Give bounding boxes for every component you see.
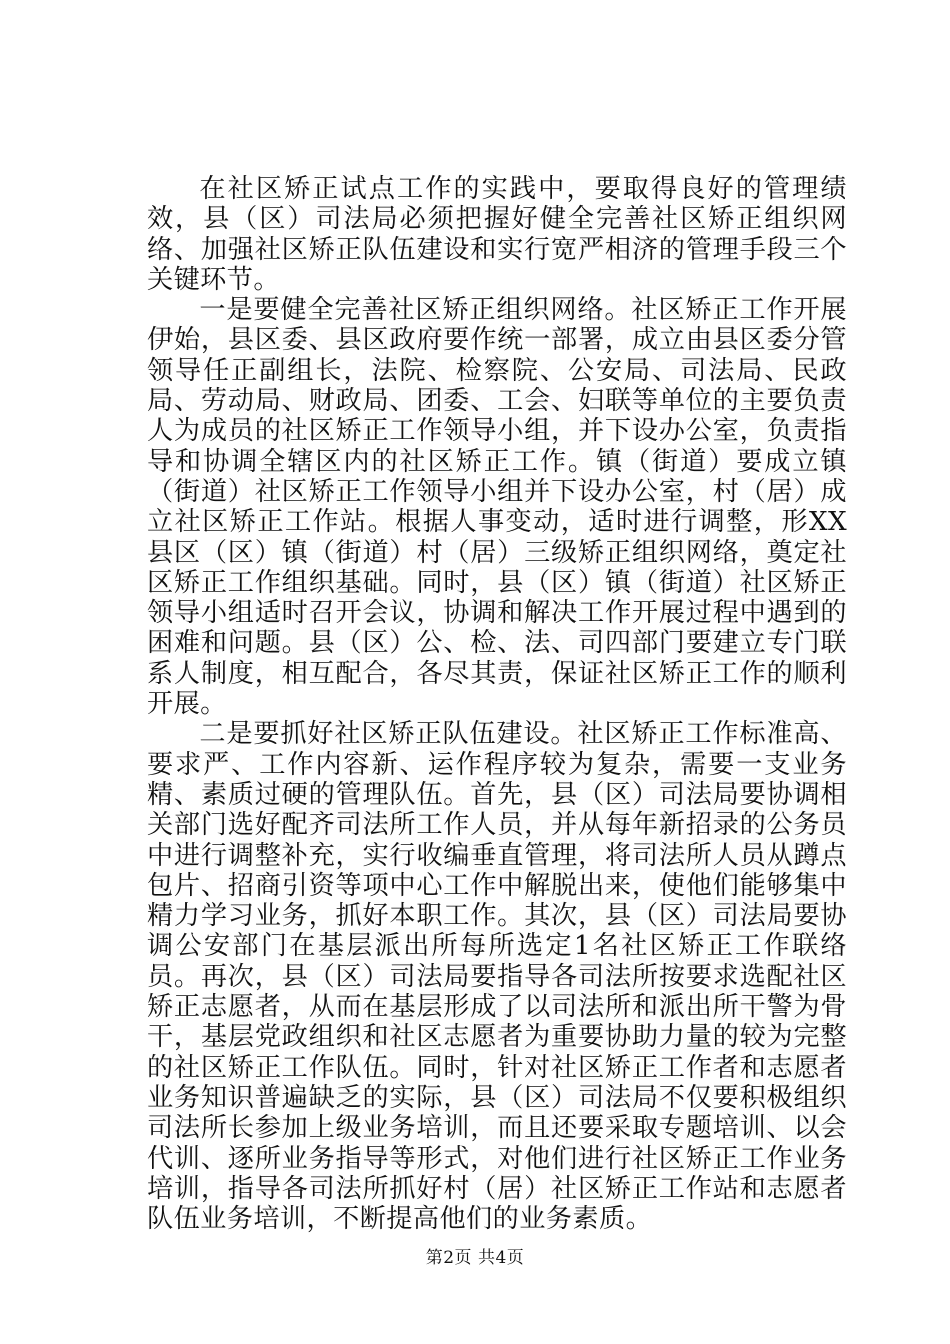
- paragraph-organization-network: 一是要健全完善社区矫正组织网络。社区矫正工作开展伊始，县区委、县区政府要作统一部署，成立由县区委分管领导任正副组长，法院、检察院、公安局、司法局、民政局、劳动局、财政局、团委、工会、妇联等单位的主要负责人为成员的社区矫正工作领导小组，并下设办公室，负责指导和协调全辖区内的社区矫正工作。镇（街道）要成立镇（街道）社区矫正工作领导小组并下设办公室，村（居）成立社区矫正工作站。根据人事变动，适时进行调整，形XX县区（区）镇（街道）村（居）三级矫正组织网络，奠定社区矫正工作组织基础。同时，县（区）镇（街道）社区矫正领导小组适时召开会议，协调和解决工作开展过程中遇到的困难和问题。县（区）公、检、法、司四部门要建立专门联系人制度，相互配合，各尽其责，保证社区矫正工作的顺利开展。: [147, 295, 847, 720]
- document-body: [147, 174, 847, 1234]
- page-number-footer: 第2页 共4页: [425, 1248, 525, 1268]
- paragraph-team-building: 二是要抓好社区矫正队伍建设。社区矫正工作标准高、要求严、工作内容新、运作程序较为复杂，需要一支业务精、素质过硬的管理队伍。首先，县（区）司法局要协调相关部门选好配齐司法所工作人员，并从每年新招录的公务员中进行调整补充，实行收编垂直管理，将司法所人员从蹲点包片、招商引资等项中心工作中解脱出来，使他们能够集中精力学习业务，抓好本职工作。其次，县（区）司法局要协调公安部门在基层派出所每所选定1名社区矫正工作联络员。再次，县（区）司法局要指导各司法所按要求选配社区矫正志愿者，从而在基层形成了以司法所和派出所干警为骨干，基层党政组织和社区志愿者为重要协助力量的较为完整的社区矫正工作队伍。同时，针对社区矫正工作者和志愿者业务知识普遍缺乏的实际，县（区）司法局不仅要积极组织司法所长参加上级业务培训，而且还要采取专题培训、以会代训、逐所业务指导等形式，对他们进行社区矫正工作业务培训，指导各司法所抓好村（居）社区矫正工作站和志愿者队伍业务培训，不断提高他们的业务素质。: [147, 719, 847, 1235]
- paragraph-intro: 在社区矫正试点工作的实践中，要取得良好的管理绩效，县（区）司法局必须把握好健全完善社区矫正组织网络、加强社区矫正队伍建设和实行宽严相济的管理手段三个关键环节。: [147, 174, 847, 295]
